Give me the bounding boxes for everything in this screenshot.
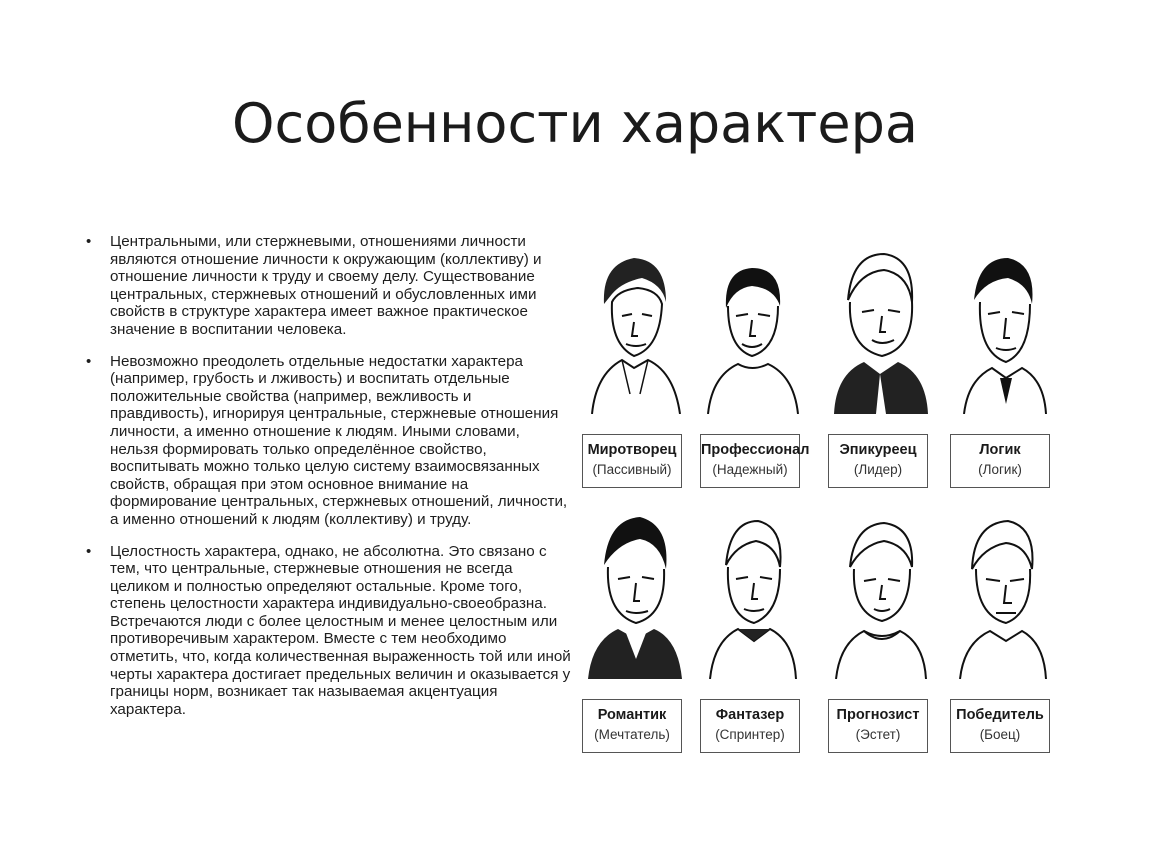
type-label [700,434,810,488]
type-name: Профессионал [701,442,810,458]
portrait-romantic-icon [582,509,686,679]
type-subtitle: (Надежный) [712,462,788,477]
type-subtitle: (Мечтатель) [594,727,670,742]
type-name: Фантазер [715,707,785,723]
portrait-dreamer-icon [700,509,804,679]
type-subtitle: (Пассивный) [592,462,672,477]
bullet-item [82,353,572,529]
portrait-winner-icon [950,509,1054,679]
type-name: Логик [979,442,1021,458]
type-name: Романтик [597,707,667,723]
type-label [828,699,928,753]
bullet-text: Центральными, или стержневыми, отношениями личности являются отношение личности к окружающим (коллективу) и отношение личности к труду и своему делу. Существование центральных, стержневых отношений и обусловленных ими свойств в структуре характера имеет важное практическое значение в воспитании человека. [110,233,542,338]
type-label [582,434,682,488]
portrait-forecaster-icon [828,509,932,679]
type-name: Победитель [956,707,1044,723]
portrait-epicurean-icon [828,244,932,414]
type-label [828,434,928,488]
slide-title: Особенности характера [232,92,918,155]
type-subtitle: (Лидер) [853,462,903,477]
bullet-list [82,233,572,732]
type-subtitle: (Боец) [979,727,1021,742]
type-subtitle: (Спринтер) [715,727,785,742]
portrait-logician-icon [950,244,1054,414]
portrait-professional-icon [700,244,804,414]
type-name: Прогнозист [836,707,920,723]
character-types-grid [578,244,1068,764]
bullet-dot-icon: • [86,542,92,560]
type-name: Миротворец [587,442,677,458]
type-label [950,699,1050,753]
bullet-text: Целостность характера, однако, не абсолютна. Это связано с тем, что центральные, стержневые отношения не всегда целиком и полностью определяют остальные. Кроме того, степень целостности характера индивидуально-своеобразна. Встречаются люди с более целостным и менее целостным или противоречивым характером. Вместе с тем необходимо отметить, что, когда количественная выраженность той или иной черты характера достигает предельных величин и оказывается у границы норм, возникает так называемая акцентуация характера. [110,542,571,718]
bullet-text: Невозможно преодолеть отдельные недостатки характера (например, грубость и лживость) и воспитать отдельные положительные свойства (например, вежливость и правдивость), игнорируя центральные, стержневые отношения личности, а именно отношение к людям. Иными словами, нельзя формировать только определённое свойство, воспитывать можно только целую систему взаимосвязанных свойств, обращая при этом основное внимание на формирование центральных, стержневых отношений, личности, а именно отношений к людям (коллективу) и труду. [110,352,568,528]
type-subtitle: (Логик) [978,462,1022,477]
bullet-item [82,233,572,339]
bullet-dot-icon: • [86,233,92,250]
bullet-item [82,543,572,719]
type-subtitle: (Эстет) [855,727,901,742]
type-label [950,434,1050,488]
type-label [700,699,800,753]
type-label [582,699,682,753]
type-name: Эпикуреец [839,442,917,458]
bullet-dot-icon: • [86,352,92,370]
portrait-peacemaker-icon [582,244,686,414]
